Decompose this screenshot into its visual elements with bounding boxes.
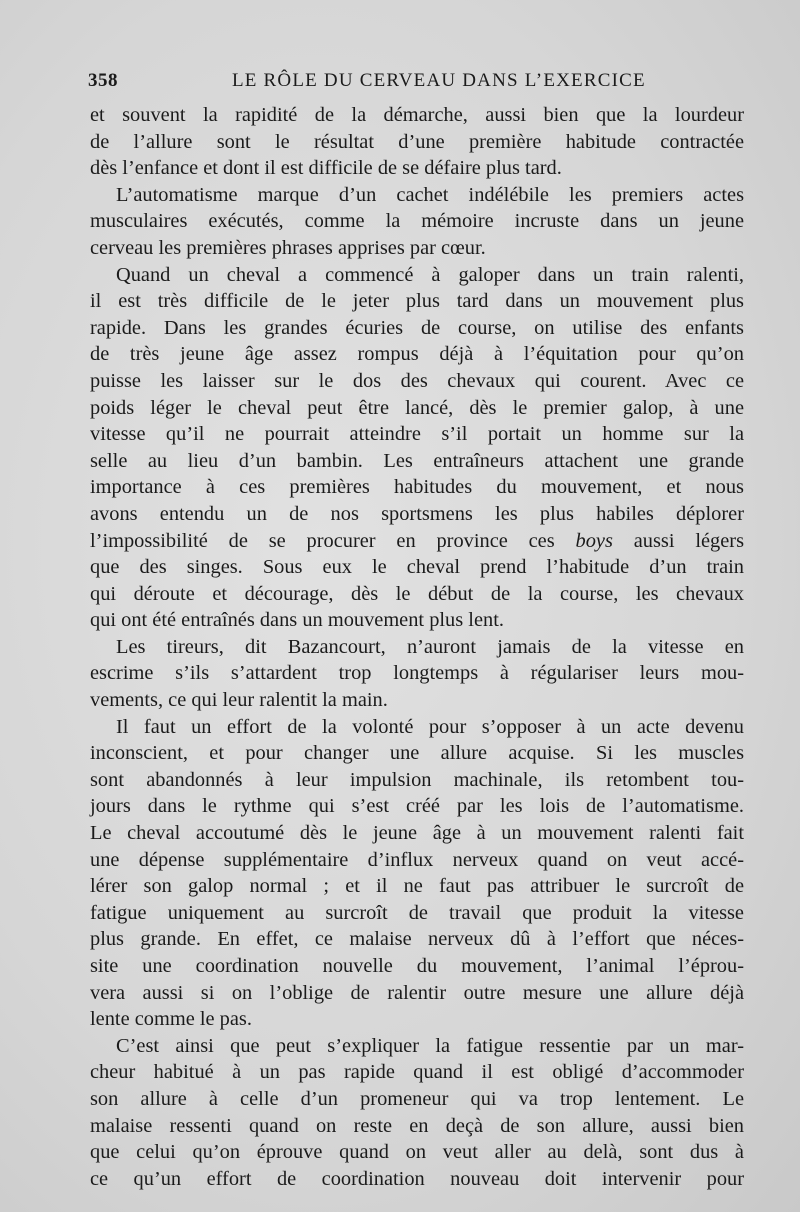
text-line: dès l’enfance et dont il est difficile de se défaire plus tard. <box>90 157 562 180</box>
text-line: lente comme le pas. <box>90 1008 252 1031</box>
text-line: il est très difficile de le jeter plus tard dans un mouvement plus <box>90 290 744 313</box>
text-line: cheur habitué à un pas rapide quand il est obligé d’accommoder <box>90 1061 744 1084</box>
text-line: importance à ces premières habitudes du mouvement, et nous <box>90 476 744 499</box>
text-line: Le cheval accoutumé dès le jeune âge à un mouvement ralenti fait <box>90 822 744 845</box>
text-line: inconscient, et pour changer une allure acquise. Si les muscles <box>90 742 744 765</box>
page-body <box>90 102 744 1192</box>
text-line: poids léger le cheval peut être lancé, dès le premier galop, à une <box>90 396 744 419</box>
text-line: de très jeune âge assez rompus déjà à l’équitation pour qu’on <box>90 343 744 366</box>
text-segment: l’impossibilité de se procurer en province ces <box>90 529 576 552</box>
text-line: plus grande. En effet, ce malaise nerveux dû à l’effort que néces- <box>90 928 744 951</box>
text-line: de l’allure sont le résultat d’une première habitude contractée <box>90 130 744 153</box>
text-line: et souvent la rapidité de la démarche, aussi bien que la lourdeur <box>90 104 744 126</box>
text-line: escrime s’ils s’attardent trop longtemps à régulariser leurs mou- <box>90 662 744 685</box>
text-line: qui déroute et décourage, dès le début de la course, les chevaux <box>90 582 744 605</box>
text-line: vera aussi si on l’oblige de ralentir outre mesure une allure déjà <box>90 981 744 1004</box>
text-line: site une coordination nouvelle du mouvement, l’animal l’éprou- <box>90 955 744 977</box>
text-line: vements, ce qui leur ralentit la main. <box>90 689 388 712</box>
text-line: rapide. Dans les grandes écuries de course, on utilise des enfants <box>90 316 744 339</box>
page-number: 358 <box>88 70 118 91</box>
text-line: avons entendu un de nos sportsmens les plus habiles déplorer <box>90 502 744 525</box>
text-line: sont abandonnés à leur impulsion machinale, ils retombent tou- <box>90 768 744 791</box>
italic-word: boys <box>575 529 613 552</box>
text-line: jours dans le rythme qui s’est créé par les lois de l’automatisme. <box>90 795 744 818</box>
text-line: C’est ainsi que peut s’expliquer la fatigue ressentie par un mar- <box>116 1034 744 1057</box>
text-line: selle au lieu d’un bambin. Les entraîneurs attachent une grande <box>90 449 744 472</box>
text-line: vitesse qu’il ne pourrait atteindre s’il portait un homme sur la <box>90 423 744 446</box>
text-line-with-italic <box>90 528 744 555</box>
text-line: que des singes. Sous eux le cheval prend l’habitude d’un train <box>90 556 744 579</box>
text-line: son allure à celle d’un promeneur qui va trop lentement. Le <box>90 1087 744 1110</box>
text-line: Quand un cheval a commencé à galoper dans un train ralenti, <box>116 263 744 286</box>
text-line: ce qu’un effort de coordination nouveau doit intervenir pour <box>90 1167 744 1190</box>
text-line: Il faut un effort de la volonté pour s’opposer à un acte devenu <box>116 715 744 738</box>
text-line: musculaires exécutés, comme la mémoire incruste dans un jeune <box>90 210 744 233</box>
text-segment: aussi légers <box>612 529 745 552</box>
text-line: une dépense supplémentaire d’influx nerveux quand on veut accé- <box>90 848 744 871</box>
text-line: que celui qu’on éprouve quand on veut aller au delà, sont dus à <box>90 1141 744 1164</box>
text-line: lérer son galop normal ; et il ne faut pas attribuer le surcroît de <box>90 875 744 898</box>
text-line: malaise ressenti quand on reste en deçà de son allure, aussi bien <box>90 1114 744 1137</box>
text-line: puisse les laisser sur le dos des chevaux qui courent. Avec ce <box>90 369 744 392</box>
text-line: Les tireurs, dit Bazancourt, n’auront jamais de la vitesse en <box>116 635 744 658</box>
text-line: cerveau les premières phrases apprises par cœur. <box>90 236 486 259</box>
text-line: qui ont été entraînés dans un mouvement plus lent. <box>90 609 504 632</box>
page-header <box>88 70 738 100</box>
text-line: L’automatisme marque d’un cachet indélébile les premiers actes <box>116 183 744 206</box>
running-title: LE RÔLE DU CERVEAU DANS L’EXERCICE <box>232 70 646 91</box>
text-line: fatigue uniquement au surcroît de travail que produit la vitesse <box>90 901 744 924</box>
